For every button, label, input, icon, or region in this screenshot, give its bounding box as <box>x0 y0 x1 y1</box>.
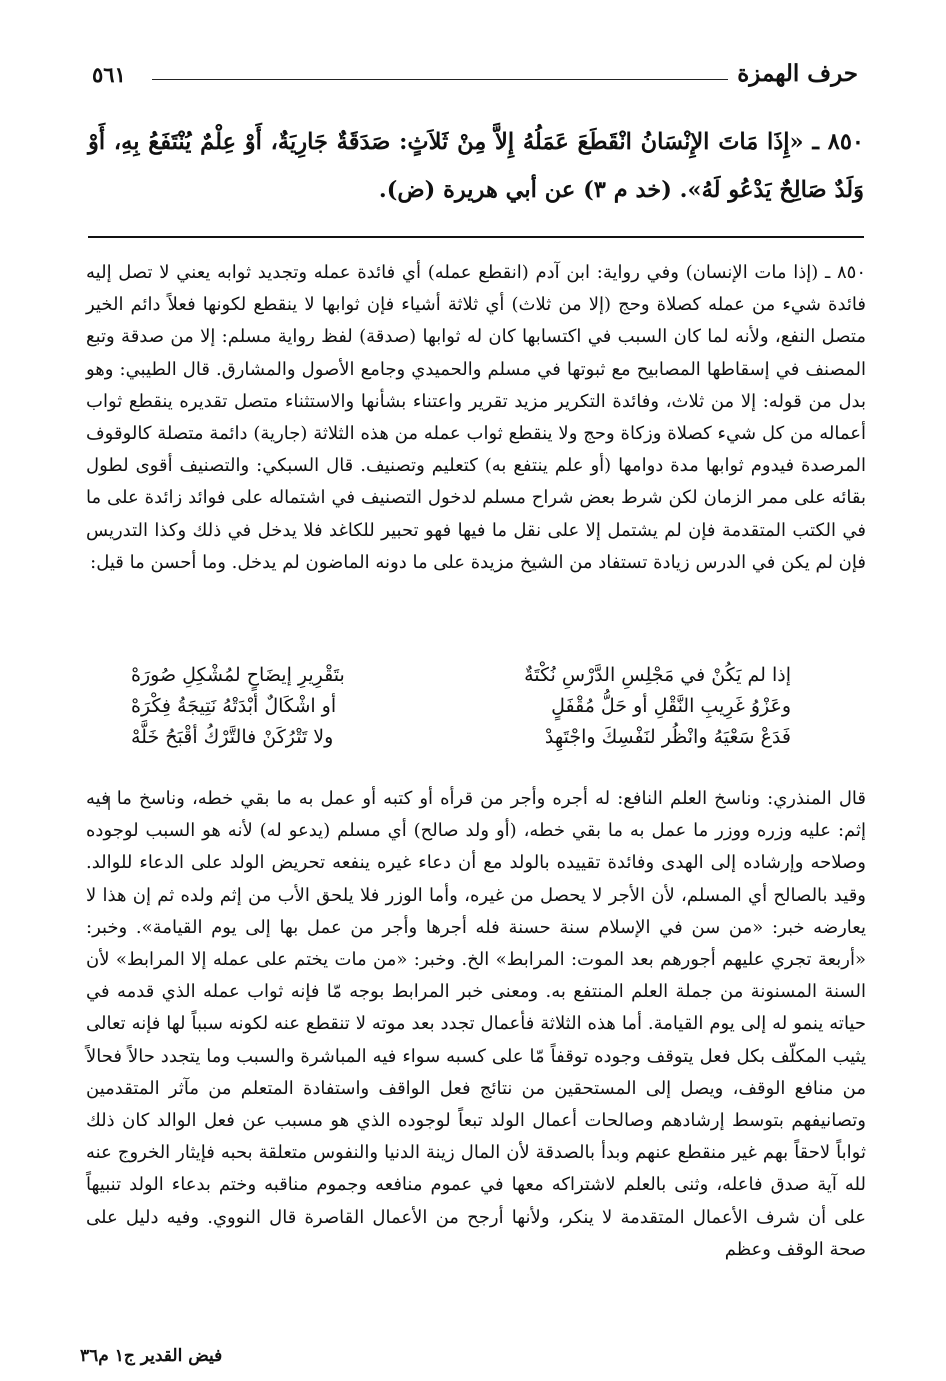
page-header <box>92 58 858 98</box>
verse-first-hemistich: فَدَعْ سَعْيَهُ وانْظُر لنَفْسِكَ واجْتَهِدْ <box>544 726 791 748</box>
chapter-title: حرف الهمزة <box>737 60 858 87</box>
verse-second-hemistich: ولا تَتْرُكَنْ فالتَّرْكُ أقْبَحُ خَلَّهْ <box>131 726 334 748</box>
poetry-verse <box>131 660 791 691</box>
page-number: ٥٦١ <box>92 62 126 87</box>
verse-second-hemistich: بتَقْرِيرِ إيضَاحٍ لمُشْكِلِ صُورَهْ <box>131 664 345 686</box>
verse-second-hemistich: أو اشْكَالٌ أبْدَتْهُ نَتِيجَةُ فِكْرَهْ <box>131 695 337 717</box>
header-rule <box>152 79 728 80</box>
hadith-text: ٨٥٠ ـ «إِذَا مَاتَ الإِنْسَانُ انْقَطَعَ عَمَلُهُ إِلاَّ مِنْ ثَلاَثٍ: صَدَقَةٌ جَارِيَةٌ، أَوْ عِلْمٌ يُنْتَفَعُ بِهِ، أَوْ وَلَدٌ صَالِحٌ يَدْعُو لَهُ». (خد م ٣) عن أبي هريرة (ض). <box>88 129 864 203</box>
section-divider <box>88 236 864 238</box>
poetry-verse <box>131 722 791 753</box>
verse-first-hemistich: وعَزْوُ غَرِيبِ النَّقْلِ أو حَلُّ مُقْفَلٍ <box>551 695 791 717</box>
poetry-verse <box>131 691 791 722</box>
poetry-block <box>131 660 791 753</box>
commentary-paragraph: ٨٥٠ ـ (إذا مات الإنسان) وفي رواية: ابن آدم (انقطع عمله) أي فائدة عمله وتجديد ثوابه يعني لا تصل إليه فائدة شيء من عمله كصلاة وحج (إلا من ثلاث) أي ثلاثة أشياء فإن ثوابها لا ينقطع لكونها فعلاً دائم الخير متصل النفع، ولأنه لما كان السبب في اكتسابها كان له ثوابها (صدقة) لفظ رواية مسلم: إلا من صدقة وتبع المصنف في إسقاطها المصابيح مع ثبوتها في مسلم والحميدي وجامع الأصول والمشارق. قال الطيبي: وهو بدل من قوله: إلا من ثلاث، وفائدة التكرير مزيد تقرير واعتناء بشأنها والاستثناء متصل تقديره ينقطع ثواب أعماله من كل شيء كصلاة وزكاة وحج ولا ينقطع ثواب عمله من هذه الثلاثة (جارية) دائمة متصلة كالوقوف المرصدة فيدوم ثوابها مدة دوامها (أو علم ينتفع به) كتعليم وتصنيف. قال السبكي: والتصنيف أقوى لطول بقائه على ممر الزمان لكن شرط بعض شراح مسلم لدخول التصنيف في اشتماله على فوائد زائدة على ما في الكتب المتقدمة فإن لم يشتمل إلا على نقل ما فيها فهو تحبير للكاغد فلا يدخل في ذلك وكذا التدريس فإن لم يكن في الدرس زيادة تستفاد من الشيخ مزيدة على ما دونه الماضون لم يدخل. وما أحسن ما قيل: <box>86 262 866 573</box>
commentary-paragraph: قال المنذري: وناسخ العلم النافع: له أجره وأجر من قرأه أو كتبه أو عمل به ما بقي خطه، وناسخ ما فيه إثم: عليه وزره ووزر ما عمل به ما بقي خطه، (أو ولد صالح) أي مسلم (يدعو له) لأنه هو السبب لوجوده وصلاحه وإرشاده إلى الهدى وفائدة تقييده بالولد مع أن دعاء غيره ينفعه تحريض الولد على الدعاء للوالد. وقيد بالصالح أي المسلم، لأن الأجر لا يحصل من غيره، وأما الوزر فلا يلحق الأب من إثم ولده ثم إن هذا لا يعارضه خبر: «من سن في الإسلام سنة حسنة فله أجرها وأجر من عمل بها إلى يوم القيامة». وخبر: «أربعة تجري عليهم أجورهم بعد الموت: المرابط» الخ. وخبر: «من مات يختم على عمله إلا المرابط» لأن السنة المسنونة من جملة العلم المنتفع به. ومعنى خبر المرابط بوجه مّا فإنه ثواب عمله الذي قدمه في حياته ينمو له إلى يوم القيامة. أما هذه الثلاثة فأعمال تجدد بعد موته لا تنقطع عنه لكونه سبباً لها فإنه تعالى يثيب المكلّف بكل فعل يتوقف وجوده توقفاً مّا على كسبه سواء فيه المباشرة والسبب وما يتجدد حالاً فحالاً من منافع الوقف، ويصل إلى المستحقين من نتائج فعل الواقف واستفادة المتعلم من مآثر المتقدمين وتصانيفهم بتوسط إرشادهم وصالحات أعمال الولد تبعاً لوجوده الذي هو مسبب عن فعل الوالد كان ذلك ثواباً لاحقاً بهم غير منقطع عنهم وبدأ بالصدقة لأن المال زينة الدنيا والنفوس متعلقة بحبه فإيثار الخروج عنه لله آية صدق فاعله، وثنى بالعلم لاشتراكه معها في عموم منافعه وجموم مناقبه وختم بدعاء الولد تنبيهاً على أن شرف الأعمال المتقدمة لا ينكر، ولأنها أرجح من الأعمال القاصرة قال النووي. وفيه دليل على صحة الوقف وعظم <box>86 788 866 1260</box>
commentary-part-2 <box>86 783 866 1266</box>
verse-first-hemistich: إذا لم يَكُنْ في مَجْلِسِ الدَّرْسِ نُكْتَةٌ <box>524 664 791 686</box>
commentary-part-1 <box>86 257 866 579</box>
page-footer: فيض القدير ج١ م٣٦ <box>80 1346 223 1366</box>
